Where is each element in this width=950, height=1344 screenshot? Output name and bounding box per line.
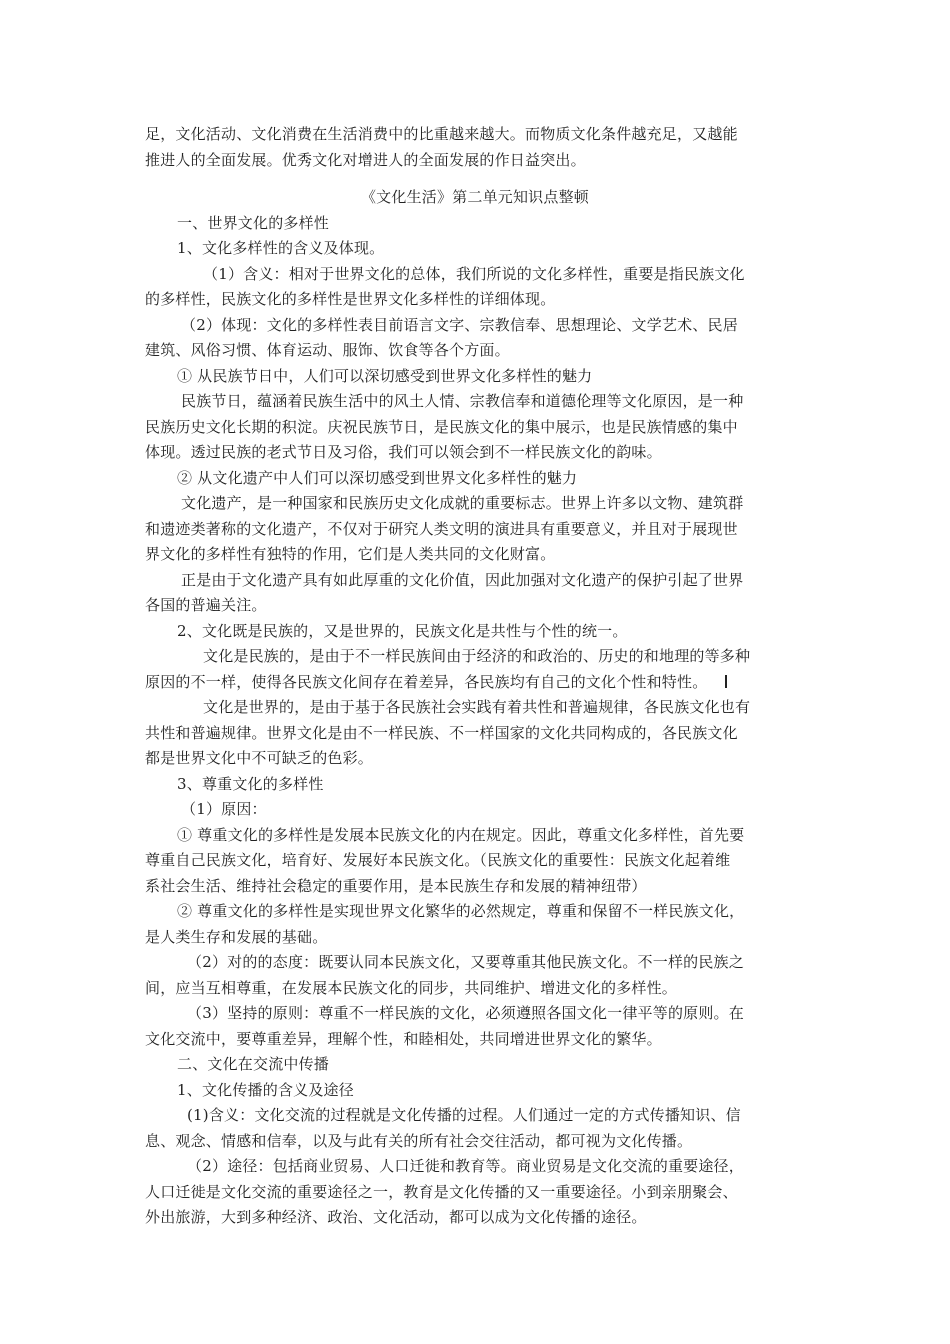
text-line: 文化交流中，要尊重差异，理解个性，和睦相处，共同增进世界文化的繁华。: [145, 1029, 662, 1048]
text-line: 是人类生存和发展的基础。: [145, 927, 328, 946]
text-line: 1、文化传播的含义及途径: [177, 1080, 354, 1099]
text-line: 的多样性，民族文化的多样性是世界文化多样性的详细体现。: [145, 290, 556, 308]
text-line: 文化是民族的，是由于不一样民族间由于经济的和政治的、历史的和地理的等多种: [203, 647, 751, 665]
text-line: 界文化的多样性有独特的作用，它们是人类共同的文化财富。: [145, 545, 556, 563]
text-line: 文化遗产，是一种国家和民族历史文化成就的重要标志。世界上许多以文物、建筑群: [181, 494, 744, 512]
text-line: （2）途径：包括商业贸易、人口迁徙和教育等。商业贸易是文化交流的重要途径，: [187, 1157, 744, 1175]
document-page: [145, 122, 805, 1231]
text-line: 各国的普遍关注。: [145, 596, 267, 614]
text-line: 二、文化在交流中传播: [177, 1055, 330, 1073]
section-title: 《文化生活》第二单元知识点整顿: [360, 188, 589, 206]
text-line: 民族历史文化长期的积淀。庆祝民族节日，是民族文化的集中展示，也是民族情感的集中: [145, 417, 738, 436]
text-line: 体现。透过民族的老式节日及习俗，我们可以领会到不一样民族文化的韵味。: [145, 443, 662, 461]
text-line: 3、尊重文化的多样性: [177, 774, 324, 793]
text-line: 和遗迹类著称的文化遗产，不仅对于研究人类文明的演进具有重要意义，并且对于展现世: [145, 519, 738, 538]
text-line: 1、文化多样性的含义及体现。: [177, 239, 385, 257]
text-line: 2、文化既是民族的，又是世界的，民族文化是共性与个性的统一。: [177, 621, 628, 640]
text-cursor-icon: [725, 675, 727, 688]
text-line: （1）含义：相对于世界文化的总体，我们所说的文化多样性，重要是指民族文化: [203, 264, 745, 283]
text-line: 正是由于文化遗产具有如此厚重的文化价值，因此加强对文化遗产的保护引起了世界: [181, 570, 744, 589]
text-line: 原因的不一样，使得各民族文化间存在着差异，各民族均有自己的文化个性和特性。: [145, 670, 805, 696]
text-line: 都是世界文化中不可缺乏的色彩。: [145, 749, 374, 767]
text-line: （2）体现：文化的多样性表目前语言文字、宗教信奉、思想理论、文学艺术、民居: [181, 315, 738, 334]
text-line: (1)含义：文化交流的过程就是文化传播的过程。人们通过一定的方式传播知识、信: [187, 1106, 741, 1124]
blank-line: [145, 173, 805, 185]
text-line: ② 尊重文化的多样性是实现世界文化繁华的必然规定，尊重和保留不一样民族文化，: [177, 902, 745, 920]
text-line: 一、世界文化的多样性: [177, 213, 330, 232]
text-line: （2）对的的态度：既要认同本民族文化，又要尊重其他民族文化。不一样的民族之: [187, 953, 744, 971]
text-line: ① 从民族节日中，人们可以深切感受到世界文化多样性的魅力: [177, 366, 593, 385]
text-line: 外出旅游，大到多种经济、政治、文化活动，都可以成为文化传播的途径。: [145, 1208, 647, 1226]
text-line: 民族节日，蕴涵着民族生活中的风土人情、宗教信奉和道德伦理等文化原因，是一种: [181, 392, 744, 410]
text-line: 系社会生活、维持社会稳定的重要作用，是本民族生存和发展的精神纽带）: [145, 876, 647, 895]
text-line: 建筑、风俗习惯、体育运动、服饰、饮食等各个方面。: [145, 341, 510, 359]
text-line: 尊重自己民族文化，培育好、发展好本民族文化。（民族文化的重要性：民族文化起着维: [145, 851, 731, 869]
text-line: 间，应当互相尊重，在发展本民族文化的同步，共同维护、增进文化的多样性。: [145, 978, 678, 997]
text-line: 文化是世界的，是由于基于各民族社会实践有着共性和普遍规律，各民族文化也有: [203, 698, 751, 716]
text-line: （3）坚持的原则：尊重不一样民族的文化，必须遵照各国文化一律平等的原则。在: [187, 1004, 744, 1022]
text-line: ① 尊重文化的多样性是发展本民族文化的内在规定。因此，尊重文化多样性，首先要: [177, 825, 745, 844]
text-line: 息、观念、情感和信奉，以及与此有关的所有社会交往活动，都可视为文化传播。: [145, 1131, 693, 1150]
text-line: 足，文化活动、文化消费在生活消费中的比重越来越大。而物质文化条件越充足，又越能: [145, 125, 738, 143]
text-line: 人口迁徙是文化交流的重要途径之一，教育是文化传播的又一重要途径。小到亲朋聚会、: [145, 1182, 738, 1201]
text-line: 共性和普遍规律。世界文化是由不一样民族、不一样国家的文化共同构成的，各民族文化: [145, 723, 738, 742]
text-line: 推进人的全面发展。优秀文化对增进人的全面发展的作日益突出。: [145, 150, 586, 169]
text-line: （1）原因：: [181, 800, 267, 818]
text-line: ② 从文化遗产中人们可以深切感受到世界文化多样性的魅力: [177, 468, 578, 487]
